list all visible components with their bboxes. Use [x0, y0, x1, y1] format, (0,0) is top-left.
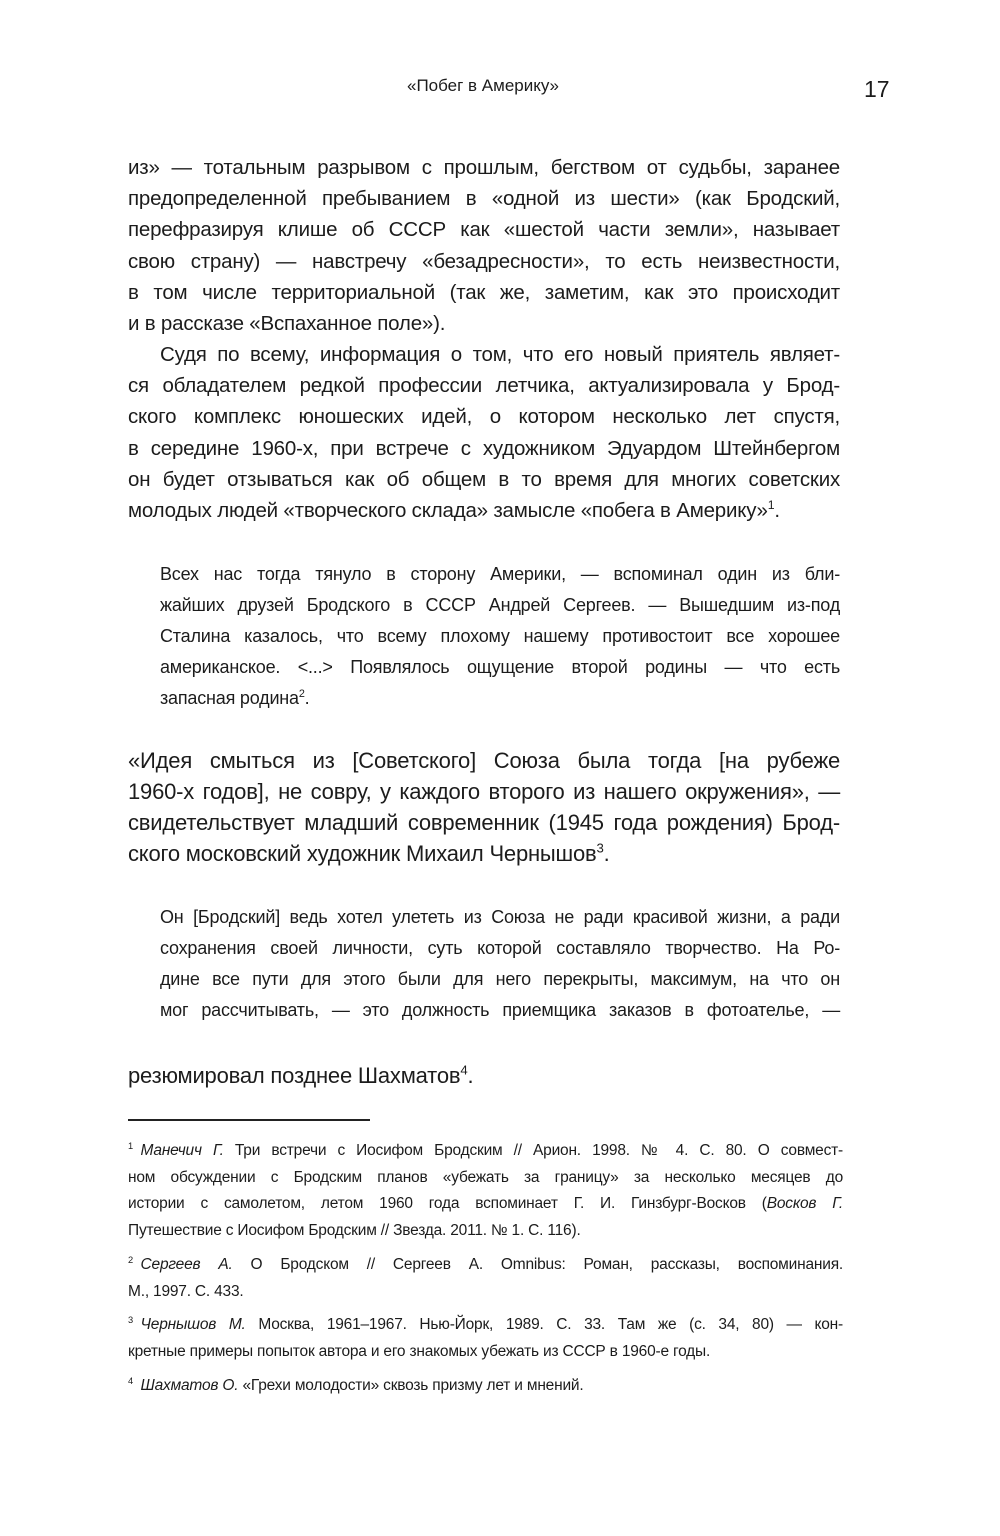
footnote-divider [128, 1119, 370, 1121]
footnote-text: ном обсуждении с Бродским планов «убежать за границу» за несколько месяцев до [128, 1168, 843, 1186]
paragraph [128, 152, 840, 339]
text-line [160, 933, 840, 964]
footnotes [128, 1138, 843, 1406]
text-line [160, 590, 840, 621]
text-line [128, 1060, 840, 1091]
footnote-number: 4 [128, 1375, 133, 1386]
footnote-ref: 2 [298, 688, 305, 700]
line-text: Сталина казалось, что всему плохому нашему противостоит все хорошее [160, 626, 840, 646]
footnote-author: Манечич Г. [140, 1142, 224, 1159]
paragraph [128, 339, 840, 526]
text-line [128, 152, 840, 183]
line-text: Судя по всему, информация о том, что его новый приятель являет- [160, 343, 840, 366]
line-text: сохранения своей личности, суть которой составляло творчество. На Ро- [160, 938, 840, 958]
line-text: Он [Бродский] ведь хотел улететь из Союза не ради красивой жизни, а ради [160, 907, 840, 927]
line-text: дине все пути для этого были для него перекрыты, максимум, на что он [160, 969, 840, 989]
line-text: резюмировал позднее Шахматов [128, 1063, 461, 1088]
footnote-text: Путешествие с Иосифом Бродским // Звезда. 2011. № 1. С. 116). [128, 1222, 581, 1240]
footnote-text: Три встречи с Иосифом Бродским // Арион. 1998. № 4. С. 80. О совмест- [223, 1142, 843, 1159]
text-line [128, 433, 840, 464]
text-line [128, 401, 840, 432]
text-line [160, 621, 840, 652]
footnote-line [128, 1279, 843, 1306]
line-text: ского московский художник Михаил Чернышов [128, 841, 597, 866]
footnote-line [128, 1138, 843, 1165]
footnote-text: О Бродском // Сергеев А. Omnibus: Роман, рассказы, воспоминания. [232, 1255, 843, 1273]
footnote [128, 1373, 843, 1400]
line-tail: . [304, 688, 310, 708]
text-line [128, 277, 840, 308]
line-text: «Идея смыться из [Советского] Союза была тогда [на рубеже [128, 748, 840, 773]
footnote-text: «Грехи молодости» сквозь призму лет и мнений. [238, 1376, 584, 1394]
footnote-line [128, 1165, 843, 1192]
paragraph [128, 1060, 840, 1091]
text-line [160, 964, 840, 995]
line-text: перефразируя клише об СССР как «шестой части земли», называет [128, 218, 840, 242]
text-line [160, 652, 840, 683]
text-line [128, 246, 840, 277]
line-text: свою страну) — навстречу «безадресности», то есть неизвестности, [128, 249, 840, 273]
block-quote [160, 559, 840, 714]
text-line [160, 559, 840, 590]
line-text: ского комплекс юношеских идей, о котором несколько лет спустя, [128, 405, 840, 429]
footnote-line [128, 1252, 843, 1279]
footnote-number: 3 [128, 1315, 133, 1326]
line-text: в том числе территориальной (так же, заметим, как это происходит [128, 280, 840, 304]
page-number: 17 [864, 76, 890, 102]
footnote-number: 1 [128, 1140, 133, 1151]
footnote-line [128, 1373, 843, 1400]
footnote-line [128, 1191, 843, 1218]
footnote-author: Шахматов О. [140, 1376, 239, 1394]
line-text: в середине 1960-х, при встрече с художником Эдуардом Штейнбергом [128, 436, 840, 460]
line-tail: . [603, 841, 610, 866]
text-line [128, 776, 840, 807]
text-line [128, 308, 840, 339]
text-line [128, 495, 840, 526]
footnote-author: Сергеев А. [140, 1255, 233, 1273]
footnote [128, 1312, 843, 1365]
line-tail: . [467, 1063, 474, 1088]
line-text: молодых людей «творческого склада» замысле «побега в Америку» [128, 499, 768, 523]
line-text: из» — тотальным разрывом с прошлым, бегством от судьбы, заранее [128, 156, 840, 179]
footnote-number: 2 [128, 1254, 133, 1265]
line-tail: . [774, 499, 780, 523]
text-line [128, 370, 840, 401]
text-line [128, 464, 840, 495]
text-line [160, 683, 840, 714]
line-text: свидетельствует младший современник (1945 года рождения) Брод- [128, 810, 840, 835]
footnote-text: М., 1997. С. 433. [128, 1282, 244, 1300]
footnote-ref: 1 [767, 498, 775, 513]
block-quote [160, 902, 840, 1026]
text-line [128, 183, 840, 214]
line-text: американское. <...> Появлялось ощущение второй родины — что есть [160, 657, 840, 677]
line-text: 1960-х годов], не совру, у каждого второго из нашего окружения», — [128, 779, 840, 804]
text-line [128, 838, 840, 869]
running-title: «Побег в Америку» [406, 76, 559, 95]
footnote-ref: 4 [460, 1062, 468, 1078]
line-text: он будет отзываться как об общем в то время для многих советских [128, 467, 840, 491]
footnote-text: Москва, 1961–1967. Нью-Йорк, 1989. С. 33. Там же (с. 34, 80) — кон- [245, 1316, 844, 1334]
text-line [128, 214, 840, 245]
line-text: предопределенной пребыванием в «одной из шести» (как Бродский, [128, 187, 840, 211]
text-line [128, 807, 840, 838]
line-text: и в рассказе «Вспаханное поле»). [128, 312, 446, 336]
footnote-line [128, 1312, 843, 1339]
paragraph [128, 745, 840, 869]
text-line [160, 902, 840, 933]
line-text: жайших друзей Бродского в СССР Андрей Сергеев. — Вышедшим из-под [160, 595, 840, 615]
footnote-author: Восков Г. [766, 1195, 843, 1213]
footnote-line [128, 1218, 843, 1245]
line-text: запасная родина [160, 688, 299, 708]
text-line [128, 339, 840, 370]
text-line [128, 745, 840, 776]
footnote-line [128, 1339, 843, 1366]
footnote-ref: 3 [596, 840, 604, 856]
footnote-text: кретные примеры попыток автора и его знакомых убежать из СССР в 1960-е годы. [128, 1342, 711, 1360]
line-text: ся обладателем редкой профессии летчика, актуализировала у Брод- [128, 374, 840, 398]
footnote-text: истории с самолетом, летом 1960 года вспоминает Г. И. Гинзбург-Восков ( [128, 1195, 767, 1213]
footnote-author: Чернышов М. [140, 1316, 246, 1334]
line-text: Всех нас тогда тянуло в сторону Америки, — вспоминал один из бли- [160, 564, 840, 584]
footnote [128, 1252, 843, 1305]
footnote [128, 1138, 843, 1245]
line-text: мог рассчитывать, — это должность приемщика заказов в фотоателье, — [160, 1000, 840, 1020]
text-line [160, 995, 840, 1026]
